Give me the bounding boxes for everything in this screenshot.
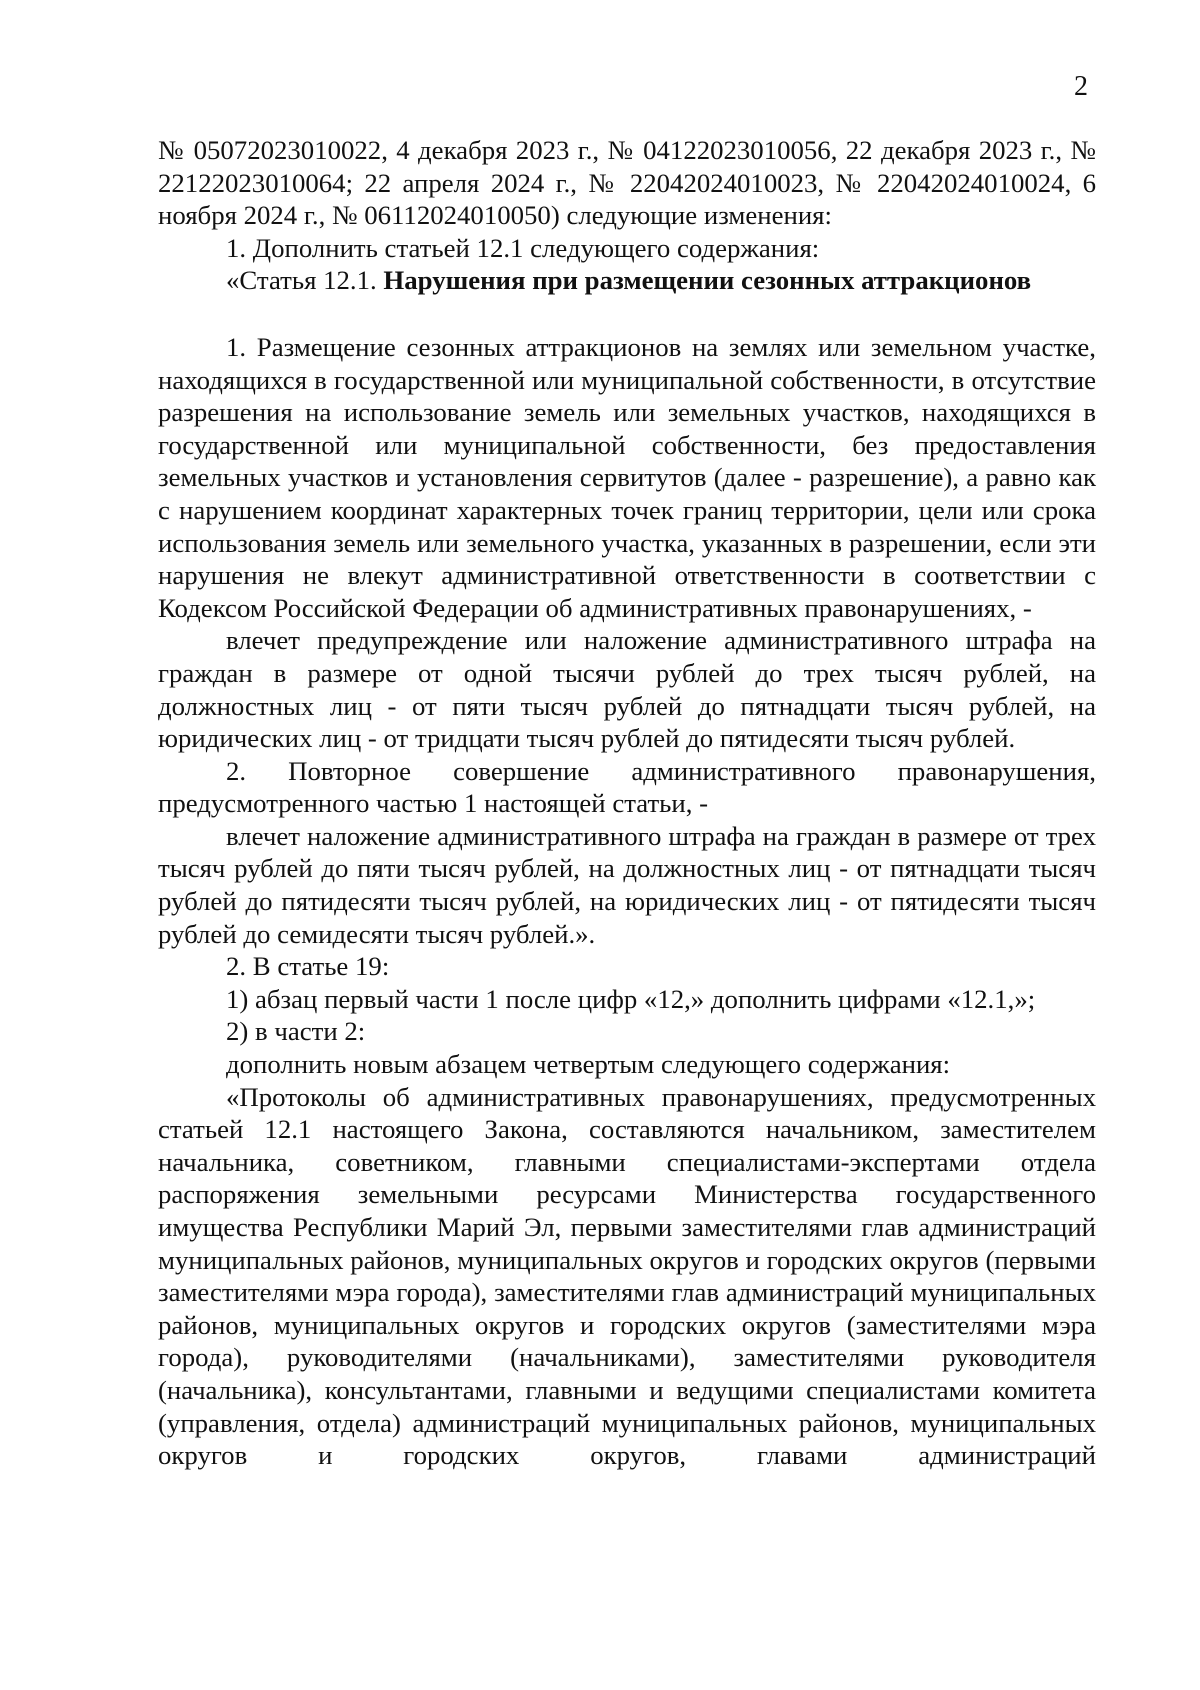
paragraph-amendment-references: № 05072023010022, 4 декабря 2023 г., № 04122023010056, 22 декабря 2023 г., № 22122023010064; 22 апреля 2024 г., № 22042024010023, № 22042024010024, 6 ноября 2024 г., № 06112024010050) следующие изменения:: [158, 135, 1096, 231]
paragraph-sanction-1: влечет предупреждение или наложение административного штрафа на граждан в размере от одной тысячи рублей до трех тысяч рублей, на должностных лиц - от пяти тысяч рублей до пятнадцати тысяч рублей, на юридических лиц - от тридцати тысяч рублей до пятидесяти тысяч рублей.: [158, 625, 1096, 754]
paragraph-item-1: 1. Дополнить статьей 12.1 следующего содержания:: [226, 232, 820, 263]
paragraph-article-part-1: 1. Размещение сезонных аттракционов на землях или земельном участке, находящихся в государственной или муниципальной собственности, в отсутствие разрешения на использование земель или земельных участков, находящихся в государственной или муниципальной собственности, без предоставления земельных участков и установления сервитутов (далее - разрешение), а равно как с нарушением координат характерных точек границ территории, цели или срока использования земель или земельного участка, указанных в разрешении, если эти нарушения не влекут административной ответственности в соответствии с Кодексом Российской Федерации об административных правонарушениях, -: [158, 331, 1096, 623]
page-number: 2: [1074, 71, 1088, 102]
document-body: [158, 134, 1096, 1472]
article-heading: [158, 264, 1096, 297]
paragraph-article-part-2: 2. Повторное совершение административного правонарушения, предусмотренного частью 1 настоящей статьи, -: [158, 755, 1096, 819]
article-heading-prefix: «Статья 12.1.: [226, 265, 384, 296]
article-heading-title: Нарушения при размещении сезонных аттракционов: [383, 265, 1032, 296]
paragraph-subitem-1: 1) абзац первый части 1 после цифр «12,» дополнить цифрами «12.1,»;: [226, 983, 1036, 1014]
paragraph-sanction-2: влечет наложение административного штрафа на граждан в размере от трех тысяч рублей до пяти тысяч рублей, на должностных лиц - от пятнадцати тысяч рублей до пятидесяти тысяч рублей, на юридических лиц - от пятидесяти тысяч рублей до семидесяти тысяч рублей.».: [158, 820, 1096, 949]
paragraph-add-clause: дополнить новым абзацем четвертым следующего содержания:: [226, 1049, 951, 1080]
paragraph-protocols: «Протоколы об административных правонарушениях, предусмотренных статьей 12.1 настоящего Закона, составляются начальником, заместителем начальника, советником, главными специалистами-экспертами отдела распоряжения земельными ресурсами Министерства государственного имущества Республики Марий Эл, первыми заместителями глав администраций муниципальных районов, муниципальных округов и городских округов (первыми заместителями мэра города), заместителями глав администраций муниципальных районов, муниципальных округов и городских округов (заместителями мэра города), руководителями (начальниками), заместителями руководителя (начальника), консультантами, главными и ведущими специалистами комитета (управления, отдела) администраций муниципальных районов, муниципальных округов и городских округов, главами администраций: [158, 1081, 1096, 1471]
paragraph-item-2: 2. В статье 19:: [226, 951, 390, 982]
spacer: [158, 297, 1096, 331]
paragraph-subitem-2: 2) в части 2:: [226, 1016, 366, 1047]
